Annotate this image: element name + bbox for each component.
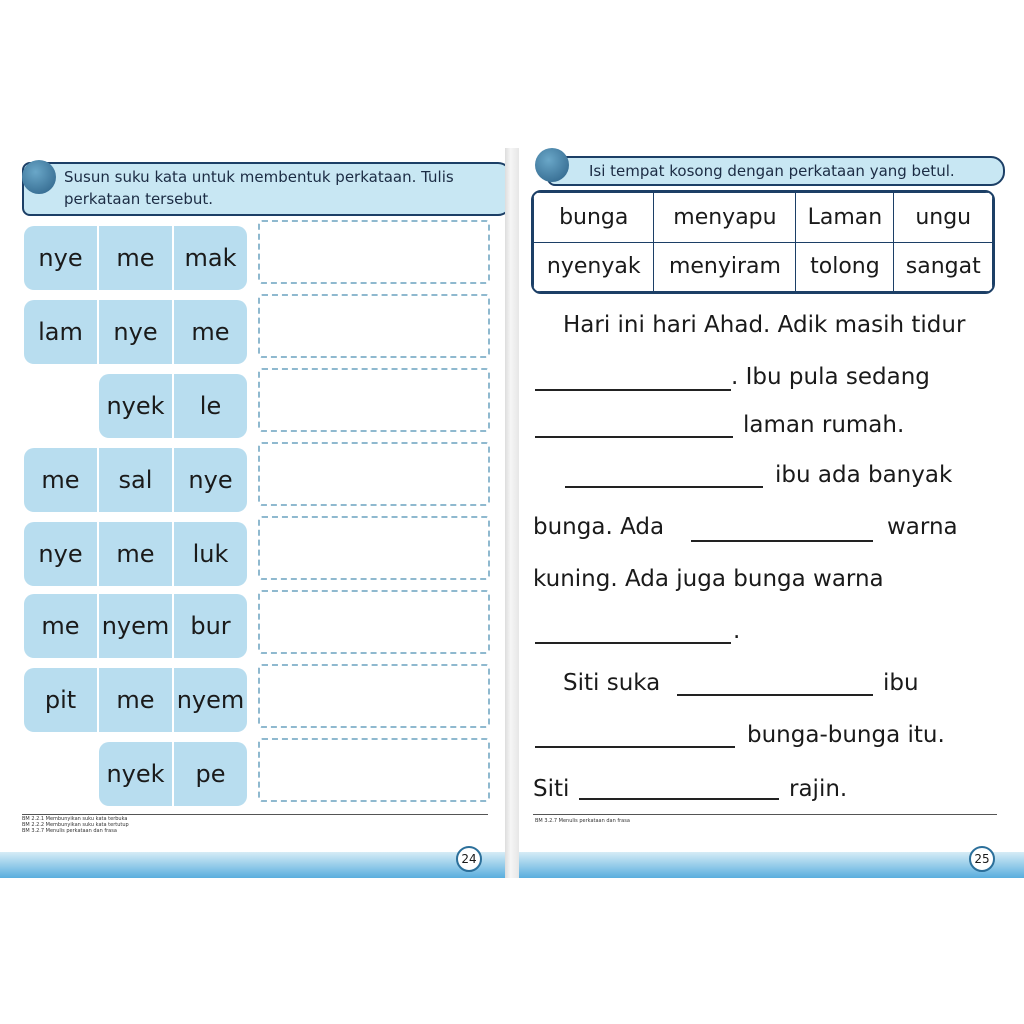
footnote xyxy=(22,816,129,834)
syllable-row xyxy=(24,668,247,732)
syllable-tile: nyem xyxy=(99,594,172,658)
instruction-text: Isi tempat kosong dengan perkataan yang betul. xyxy=(589,162,955,180)
book-spine xyxy=(505,148,519,878)
word-bank-cell: ungu xyxy=(894,193,993,243)
syllable-tile: pit xyxy=(24,668,97,732)
syllable-tile: lam xyxy=(24,300,97,364)
passage-line: . xyxy=(733,618,741,644)
passage-line: . Ibu pula sedang xyxy=(731,364,930,390)
word-bank-cell: bunga xyxy=(534,193,654,243)
right-page xyxy=(517,148,1024,878)
footer-rule xyxy=(533,814,997,815)
passage-line: ibu xyxy=(883,670,919,696)
fill-blank[interactable] xyxy=(565,486,763,488)
syllable-row xyxy=(24,522,247,586)
passage-line: bunga. Ada xyxy=(533,514,665,540)
footnote-line: BM 3.2.7 Menulis perkataan dan frasa xyxy=(535,818,630,824)
bird-mascot-icon xyxy=(22,160,56,194)
instruction-banner xyxy=(547,156,1005,186)
syllable-row xyxy=(24,374,247,438)
syllable-tile: nyem xyxy=(174,668,247,732)
answer-box[interactable] xyxy=(258,516,490,580)
syllable-tile: nye xyxy=(174,448,247,512)
answer-box[interactable] xyxy=(258,442,490,506)
answer-box[interactable] xyxy=(258,590,490,654)
syllable-tile: nyek xyxy=(99,742,172,806)
syllable-tile: me xyxy=(24,448,97,512)
footnote-line: BM 3.2.7 Menulis perkataan dan frasa xyxy=(22,828,117,834)
syllable-tile: me xyxy=(174,300,247,364)
footnote xyxy=(535,818,630,824)
word-bank xyxy=(531,190,995,294)
word-bank-cell: sangat xyxy=(894,242,993,292)
passage-line: warna xyxy=(887,514,958,540)
footnote-line: BM 2.2.2 Membunyikan suku kata tertutup xyxy=(22,822,129,828)
syllable-tile: me xyxy=(99,226,172,290)
fill-blank[interactable] xyxy=(677,694,873,696)
passage-line: ibu ada banyak xyxy=(775,462,953,488)
footer-rule xyxy=(22,814,488,815)
answer-box[interactable] xyxy=(258,368,490,432)
word-bank-cell: nyenyak xyxy=(534,242,654,292)
syllable-tile: nye xyxy=(24,226,97,290)
answer-box[interactable] xyxy=(258,294,490,358)
fill-blank[interactable] xyxy=(535,436,733,438)
word-bank-cell: menyapu xyxy=(654,193,796,243)
syllable-tile: me xyxy=(24,594,97,658)
passage-line: Hari ini hari Ahad. Adik masih tidur xyxy=(563,312,966,338)
syllable-tile: nye xyxy=(24,522,97,586)
syllable-tile: luk xyxy=(174,522,247,586)
instruction-banner xyxy=(22,162,507,216)
syllable-tile: me xyxy=(99,522,172,586)
passage-line: bunga-bunga itu. xyxy=(747,722,945,748)
word-bank-cell: menyiram xyxy=(654,242,796,292)
fill-blank[interactable] xyxy=(535,389,731,391)
page-number: 25 xyxy=(969,846,995,872)
syllable-row xyxy=(24,742,247,806)
answer-box[interactable] xyxy=(258,738,490,802)
left-page xyxy=(0,148,507,878)
syllable-tile: me xyxy=(99,668,172,732)
answer-box[interactable] xyxy=(258,664,490,728)
passage-line: kuning. Ada juga bunga warna xyxy=(533,566,884,592)
fill-blank[interactable] xyxy=(579,798,779,800)
syllable-tile-empty xyxy=(24,742,97,806)
syllable-tile: mak xyxy=(174,226,247,290)
page-number: 24 xyxy=(456,846,482,872)
word-bank-cell: Laman xyxy=(796,193,894,243)
passage-line: laman rumah. xyxy=(743,412,905,438)
syllable-tile: nye xyxy=(99,300,172,364)
fill-blank[interactable] xyxy=(535,642,731,644)
syllable-row xyxy=(24,448,247,512)
answer-box[interactable] xyxy=(258,220,490,284)
syllable-tile: sal xyxy=(99,448,172,512)
passage-line: rajin. xyxy=(789,776,848,802)
syllable-tile: bur xyxy=(174,594,247,658)
bird-mascot-icon xyxy=(535,148,569,182)
instruction-text: Susun suku kata untuk membentuk perkataan. Tulis perkataan tersebut. xyxy=(64,168,454,208)
syllable-row xyxy=(24,300,247,364)
syllable-tile-empty xyxy=(24,374,97,438)
footnote-line: BM 2.2.1 Membunyikan suku kata terbuka xyxy=(22,816,128,822)
syllable-tile: nyek xyxy=(99,374,172,438)
passage-line: Siti suka xyxy=(563,670,661,696)
fill-blank[interactable] xyxy=(691,540,873,542)
syllable-row xyxy=(24,226,247,290)
footer-wave xyxy=(517,852,1024,878)
passage-line: Siti xyxy=(533,776,570,802)
fill-blank[interactable] xyxy=(535,746,735,748)
syllable-row xyxy=(24,594,247,658)
word-bank-cell: tolong xyxy=(796,242,894,292)
syllable-tile: le xyxy=(174,374,247,438)
footer-wave xyxy=(0,852,507,878)
syllable-tile: pe xyxy=(174,742,247,806)
